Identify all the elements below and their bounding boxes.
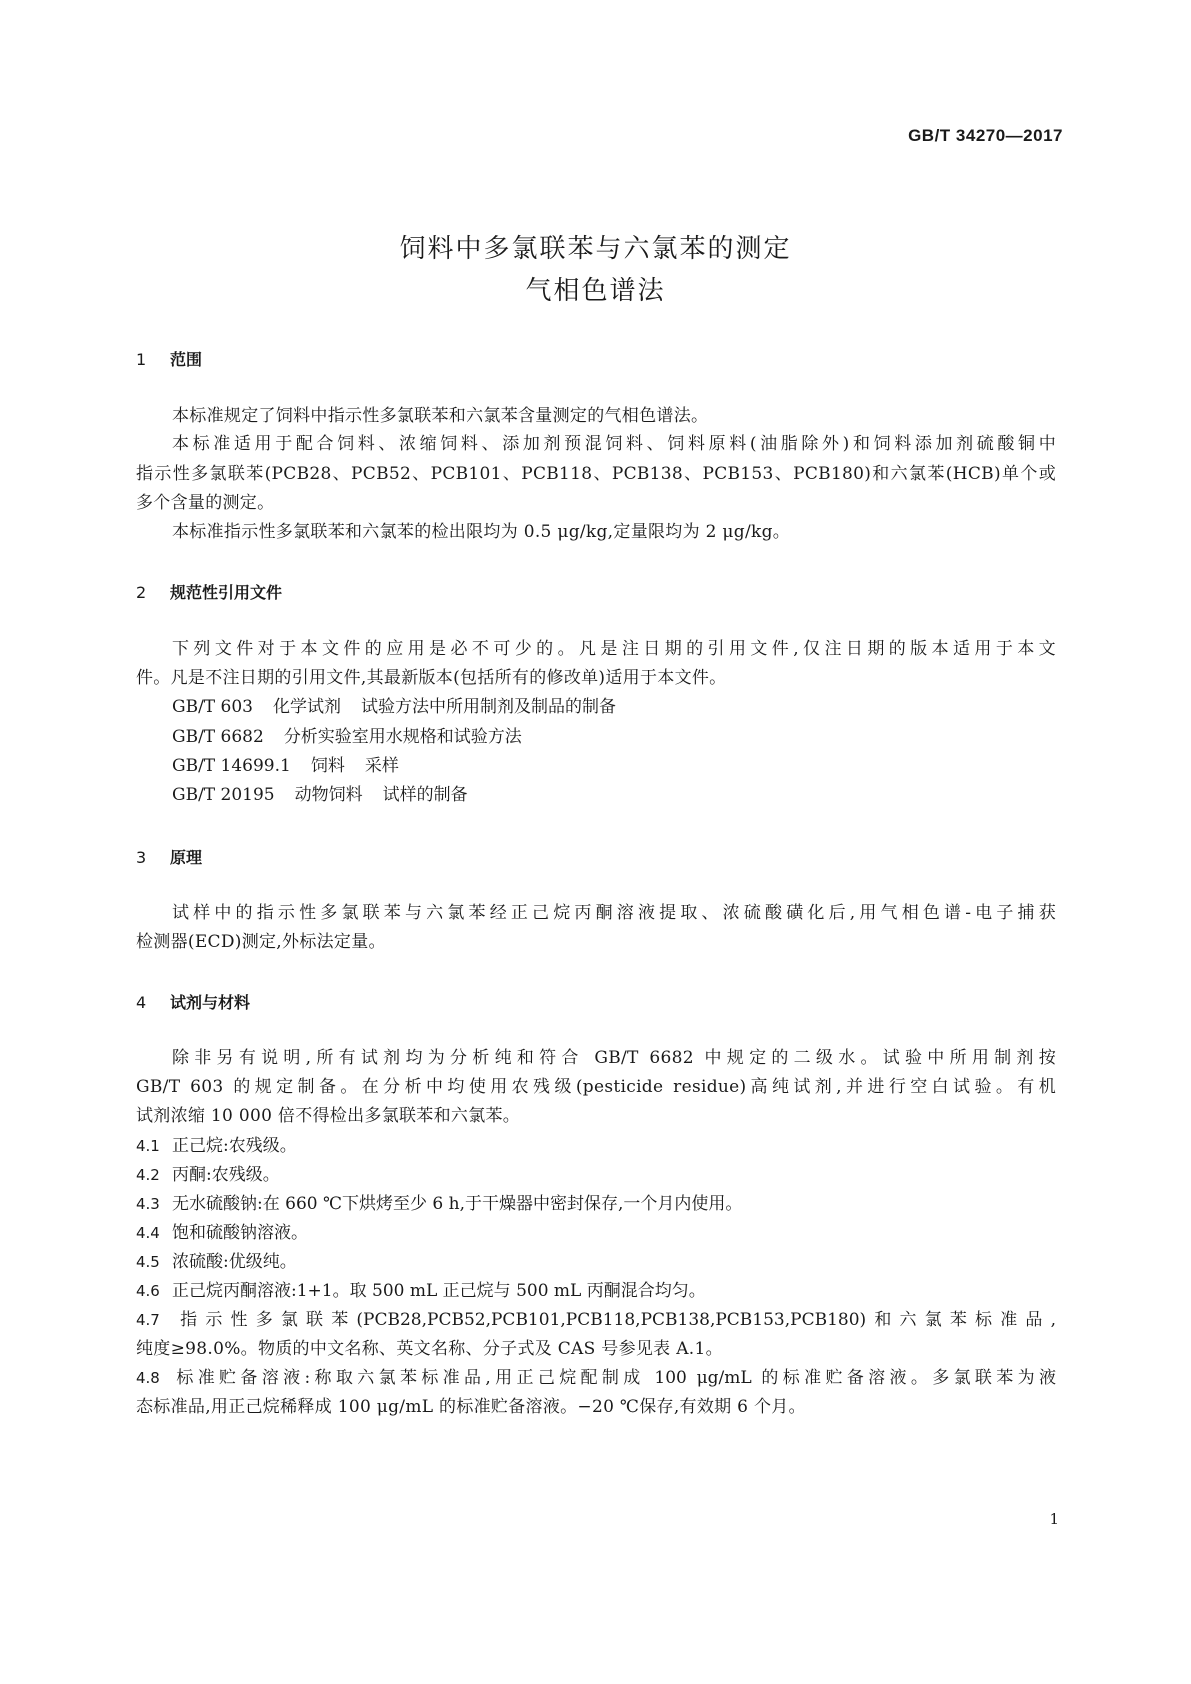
list-item [136, 1134, 1056, 1158]
item-number: 4.7 [136, 1311, 160, 1329]
paragraph-line: 下列文件对于本文件的应用是必不可少的。凡是注日期的引用文件,仅注日期的版本适用于本文 [172, 639, 1056, 659]
section-heading-principle [136, 845, 202, 868]
paragraph-line: 试剂浓缩 10 000 倍不得检出多氯联苯和六氯苯。 [136, 1106, 521, 1126]
item-text: 丙酮:农残级。 [172, 1165, 280, 1185]
item-text: 正己烷丙酮溶液:1+1。取 500 mL 正己烷与 500 mL 丙酮混合均匀。 [172, 1281, 706, 1301]
item-continuation: 纯度≥98.0%。物质的中文名称、英文名称、分子式及 CAS 号参见表 A.1。 [136, 1339, 723, 1359]
reference-code: GB/T 6682 [172, 727, 264, 747]
item-number: 4.3 [136, 1195, 160, 1213]
item-number: 4.5 [136, 1253, 160, 1271]
reference-code: GB/T 20195 [172, 785, 275, 805]
list-item [136, 1163, 1056, 1187]
section-number: 4 [136, 993, 147, 1012]
paragraph-line: 本标准适用于配合饲料、浓缩饲料、添加剂预混饲料、饲料原料(油脂除外)和饲料添加剂硫酸铜中 [172, 434, 1056, 454]
list-item [136, 1192, 1056, 1216]
section-number: 3 [136, 848, 147, 867]
list-item [136, 1308, 1056, 1332]
item-number: 4.4 [136, 1224, 160, 1242]
reference-title: 试验方法中所用制剂及制品的制备 [361, 697, 616, 717]
reference-item [172, 695, 616, 719]
list-item [136, 1221, 1056, 1245]
item-text: 饱和硫酸钠溶液。 [172, 1223, 308, 1243]
paragraph-line: 除非另有说明,所有试剂均为分析纯和符合 GB/T 6682 中规定的二级水。试验中所用制剂按 [172, 1048, 1056, 1068]
section-heading-scope [136, 347, 202, 370]
section-number: 2 [136, 583, 147, 602]
standard-code: GB/T 34270—2017 [908, 126, 1063, 145]
list-item [136, 1279, 1056, 1303]
reference-item [172, 754, 399, 778]
item-number: 4.8 [136, 1369, 160, 1387]
reference-item [172, 783, 468, 807]
item-text: 无水硫酸钠:在 660 ℃下烘烤至少 6 h,于干燥器中密封保存,一个月内使用。 [172, 1194, 743, 1214]
paragraph-line: 检测器(ECD)测定,外标法定量。 [136, 932, 386, 952]
section-title: 范围 [170, 350, 203, 369]
paragraph-line: 本标准规定了饲料中指示性多氯联苯和六氯苯含量测定的气相色谱法。 [172, 406, 709, 426]
paragraph-line: 件。凡是不注日期的引用文件,其最新版本(包括所有的修改单)适用于本文件。 [136, 668, 727, 688]
reference-title: 动物饲料 [294, 785, 363, 805]
list-item [136, 1250, 1056, 1274]
item-text: 正己烷:农残级。 [172, 1136, 297, 1156]
section-title: 原理 [170, 848, 203, 867]
document-subtitle: 气相色谱法 [525, 276, 666, 306]
section-title: 规范性引用文件 [170, 583, 283, 602]
item-text: 浓硫酸:优级纯。 [172, 1252, 297, 1272]
item-number: 4.6 [136, 1282, 160, 1300]
reference-title: 饲料 [310, 756, 345, 776]
reference-code: GB/T 14699.1 [172, 756, 291, 776]
reference-code: GB/T 603 [172, 697, 253, 717]
paragraph-line: 多个含量的测定。 [136, 493, 275, 513]
item-text: 指示性多氯联苯(PCB28,PCB52,PCB101,PCB118,PCB138,PCB153,PCB180)和六氯苯标准品, [172, 1310, 1056, 1330]
item-number: 4.1 [136, 1137, 160, 1155]
reference-title: 采样 [364, 756, 399, 776]
reference-title: 试样的制备 [382, 785, 468, 805]
page-number: 1 [1049, 1510, 1059, 1528]
paragraph-line: 指示性多氯联苯(PCB28、PCB52、PCB101、PCB118、PCB138、PCB153、PCB180)和六氯苯(HCB)单个或 [136, 464, 1056, 484]
paragraph-line: 本标准指示性多氯联苯和六氯苯的检出限均为 0.5 μg/kg,定量限均为 2 μg/kg。 [172, 522, 791, 542]
reference-title: 化学试剂 [273, 697, 341, 717]
paragraph-line: GB/T 603 的规定制备。在分析中均使用农残级(pesticide residue)高纯试剂,并进行空白试验。有机 [136, 1077, 1056, 1097]
list-item [136, 1366, 1056, 1390]
reference-item [172, 725, 522, 749]
section-heading-reagents [136, 990, 250, 1013]
section-number: 1 [136, 350, 147, 369]
item-continuation: 态标准品,用正己烷稀释成 100 μg/mL 的标准贮备溶液。−20 ℃保存,有效期 6 个月。 [136, 1397, 806, 1417]
paragraph-line: 试样中的指示性多氯联苯与六氯苯经正己烷丙酮溶液提取、浓硫酸磺化后,用气相色谱-电子捕获 [172, 903, 1056, 923]
section-heading-normative-references [136, 580, 282, 603]
section-title: 试剂与材料 [170, 993, 251, 1012]
item-text: 标准贮备溶液:称取六氯苯标准品,用正己烷配制成 100 μg/mL 的标准贮备溶液。多氯联苯为液 [172, 1368, 1056, 1388]
item-number: 4.2 [136, 1166, 160, 1184]
reference-title: 分析实验室用水规格和试验方法 [283, 727, 522, 747]
document-title: 饲料中多氯联苯与六氯苯的测定 [399, 234, 792, 264]
